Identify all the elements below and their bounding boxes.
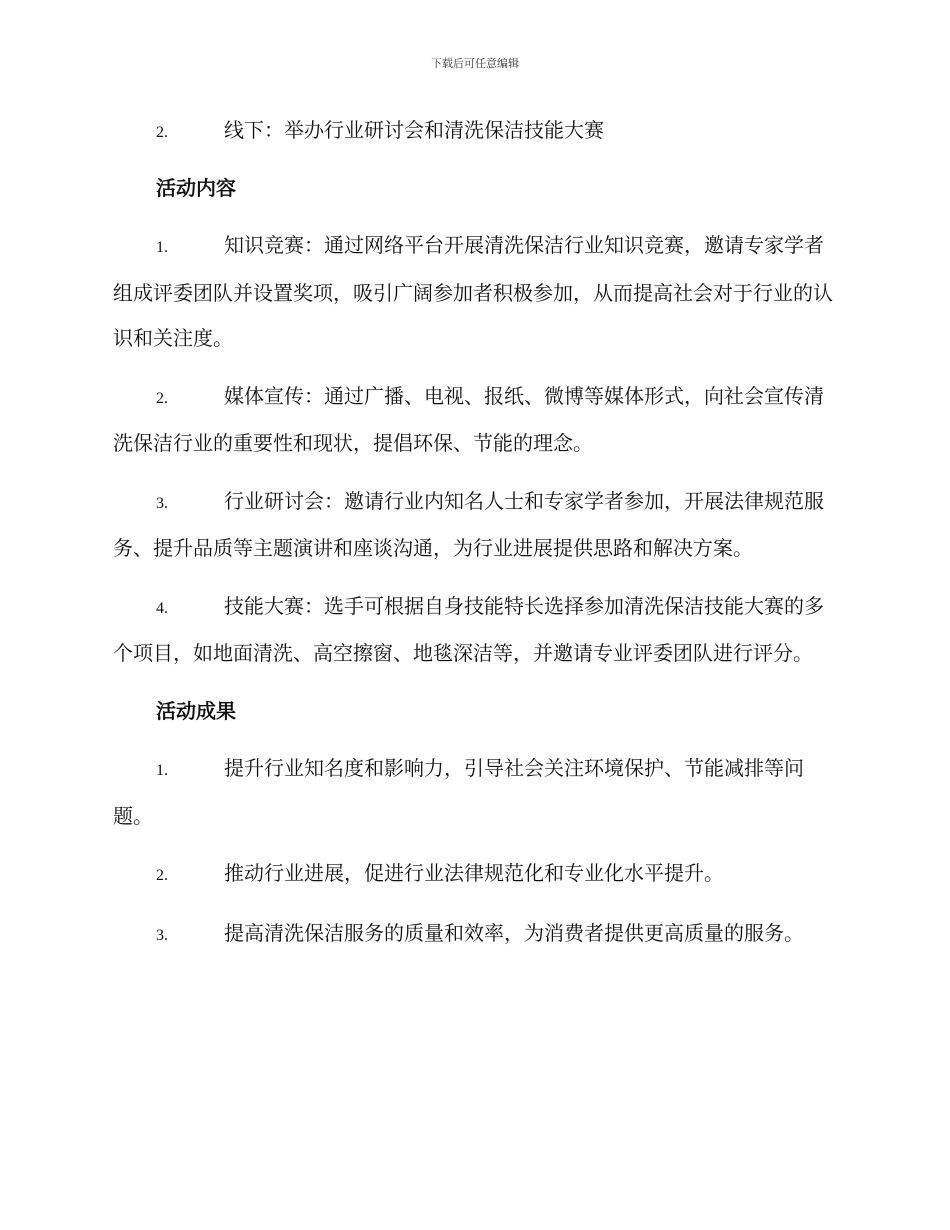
list-item (113, 851, 833, 899)
list-item-number: 2. (156, 124, 168, 141)
list-item-number: 3. (156, 494, 168, 512)
list-item-text: 行业研讨会：邀请行业内知名人士和专家学者参加，开展法律规范服务、提升品质等主题演讲和座谈沟通，为行业进展提供思路和解决方案。 (113, 488, 824, 560)
list-item-number: 1. (156, 239, 168, 256)
list-item-text: 线下：举办行业研讨会和清洗保洁技能大赛 (224, 118, 604, 142)
list-item (113, 479, 833, 572)
list-item-text: 技能大赛：选手可根据自身技能特长选择参加清洗保洁技能大赛的多个项目，如地面清洗、高空擦窗、地毯深洁等，并邀请专业评委团队进行评分。 (113, 593, 824, 665)
list-item-number: 2. (156, 867, 168, 884)
list-item-text: 提高清洗保洁服务的质量和效率，为消费者提供更高质量的服务。 (224, 920, 804, 945)
list-item-number: 3. (156, 926, 168, 944)
section-heading-content: 活动内容 (156, 175, 236, 200)
list-item-number: 4. (156, 599, 168, 617)
list-item-text: 推动行业进展，促进行业法律规范化和专业化水平提升。 (224, 861, 724, 885)
list-item (113, 911, 833, 959)
section-heading-results: 活动成果 (156, 698, 236, 723)
list-item-number: 1. (156, 762, 168, 779)
list-item (113, 746, 833, 839)
list-item (113, 374, 833, 467)
list-item (113, 584, 833, 677)
document-body (113, 108, 833, 970)
list-item-text: 提升行业知名度和影响力，引导社会关注环境保护、节能减排等问题。 (113, 756, 804, 828)
list-item (113, 108, 833, 156)
list-item-text: 媒体宣传：通过广播、电视、报纸、微博等媒体形式，向社会宣传清洗保洁行业的重要性和现状，提倡环保、节能的理念。 (113, 383, 824, 455)
list-item (113, 223, 833, 362)
list-item-text: 知识竞赛：通过网络平台开展清洗保洁行业知识竞赛，邀请专家学者组成评委团队并设置奖项，吸引广阔参加者积极参加，从而提高社会对于行业的认识和关注度。 (113, 233, 833, 350)
page-header-note: 下载后可任意编辑 (431, 57, 519, 70)
list-item-number: 2. (156, 389, 168, 407)
